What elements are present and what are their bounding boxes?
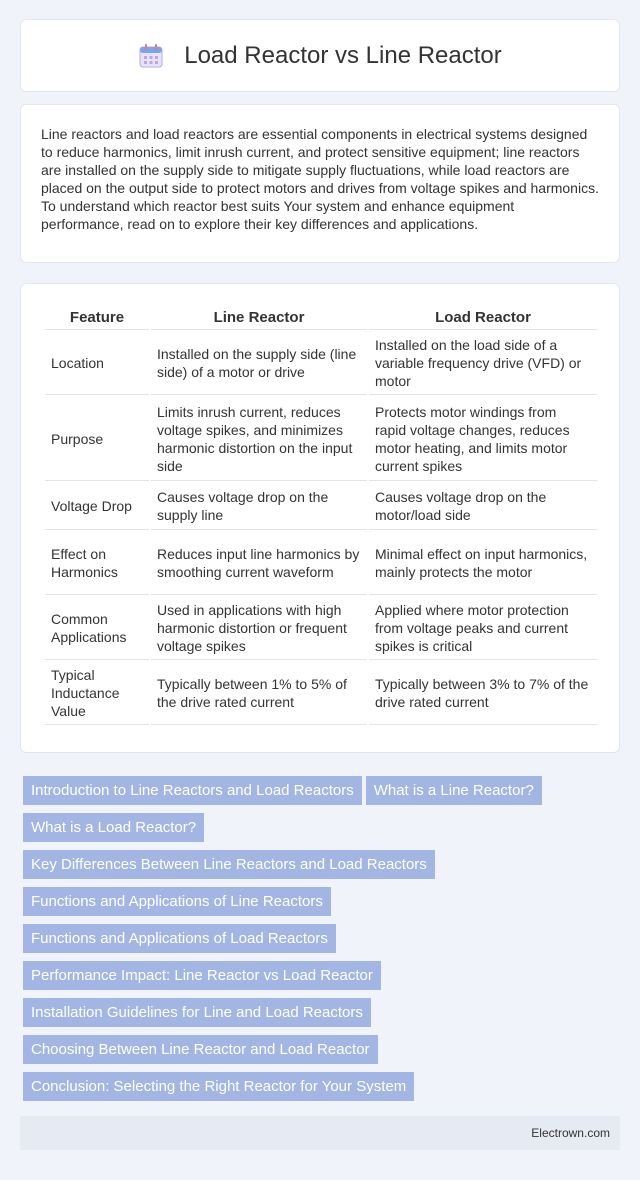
calendar-icon — [138, 43, 164, 69]
link-key-differences[interactable]: Key Differences Between Line Reactors and Load Reactors — [23, 850, 435, 879]
link-functions-load-reactors[interactable]: Functions and Applications of Load Reactors — [23, 924, 336, 953]
link-installation-guidelines[interactable]: Installation Guidelines for Line and Load Reactors — [23, 998, 371, 1027]
table-cell: Minimal effect on input harmonics, mainly protects the motor — [369, 532, 597, 595]
table-cell: Purpose — [45, 397, 149, 481]
table-cell: Typically between 1% to 5% of the drive rated current — [151, 662, 367, 725]
link-choosing-between[interactable]: Choosing Between Line Reactor and Load Reactor — [23, 1035, 378, 1064]
table-cell: Voltage Drop — [45, 483, 149, 530]
link-introduction[interactable]: Introduction to Line Reactors and Load Reactors — [23, 776, 362, 805]
table-header-feature: Feature — [45, 306, 149, 330]
link-functions-line-reactors[interactable]: Functions and Applications of Line Reactors — [23, 887, 331, 916]
intro-section — [20, 104, 620, 263]
table-cell: Installed on the load side of a variable frequency drive (VFD) or motor — [369, 332, 597, 395]
table-row — [45, 597, 597, 660]
link-what-is-line-reactor[interactable]: What is a Line Reactor? — [366, 776, 542, 805]
page-header — [20, 19, 620, 92]
table-cell: Typical Inductance Value — [45, 662, 149, 725]
table-cell: Limits inrush current, reduces voltage spikes, and minimizes harmonic distortion on the input side — [151, 397, 367, 481]
comparison-table — [43, 304, 599, 727]
table-cell: Applied where motor protection from voltage peaks and current spikes is critical — [369, 597, 597, 660]
link-what-is-load-reactor[interactable]: What is a Load Reactor? — [23, 813, 204, 842]
table-header-row — [45, 306, 597, 330]
table-cell: Protects motor windings from rapid voltage changes, reduces motor heating, and limits motor current spikes — [369, 397, 597, 481]
topic-links — [23, 776, 603, 1109]
table-cell: Installed on the supply side (line side) of a motor or drive — [151, 332, 367, 395]
table-header-line-reactor: Line Reactor — [151, 306, 367, 330]
comparison-table-card — [20, 283, 620, 753]
table-cell: Common Applications — [45, 597, 149, 660]
link-conclusion[interactable]: Conclusion: Selecting the Right Reactor for Your System — [23, 1072, 414, 1101]
footer — [20, 1116, 620, 1150]
link-performance-impact[interactable]: Performance Impact: Line Reactor vs Load Reactor — [23, 961, 381, 990]
table-row — [45, 483, 597, 530]
table-cell: Used in applications with high harmonic distortion or frequent voltage spikes — [151, 597, 367, 660]
table-cell: Causes voltage drop on the motor/load side — [369, 483, 597, 530]
table-cell: Effect on Harmonics — [45, 532, 149, 595]
table-row — [45, 662, 597, 725]
page-title: Load Reactor vs Line Reactor — [184, 41, 502, 69]
table-cell: Typically between 3% to 7% of the drive rated current — [369, 662, 597, 725]
table-cell: Location — [45, 332, 149, 395]
table-row — [45, 532, 597, 595]
table-row — [45, 332, 597, 395]
table-row — [45, 397, 597, 481]
table-header-load-reactor: Load Reactor — [369, 306, 597, 330]
table-cell: Causes voltage drop on the supply line — [151, 483, 367, 530]
footer-site-name: Electrown.com — [531, 1126, 610, 1140]
table-cell: Reduces input line harmonics by smoothing current waveform — [151, 532, 367, 595]
intro-text: Line reactors and load reactors are essential components in electrical systems designed to reduce harmonics, limit inrush current, and protect sensitive equipment; line reactors are installed on the supply side to mitigate supply fluctuations, while load reactors are placed on the output side to protect motors and drives from voltage spikes and harmonics. To understand which reactor best suits Your system and enhance equipment performance, read on to explore their key differences and applications. — [41, 126, 599, 232]
